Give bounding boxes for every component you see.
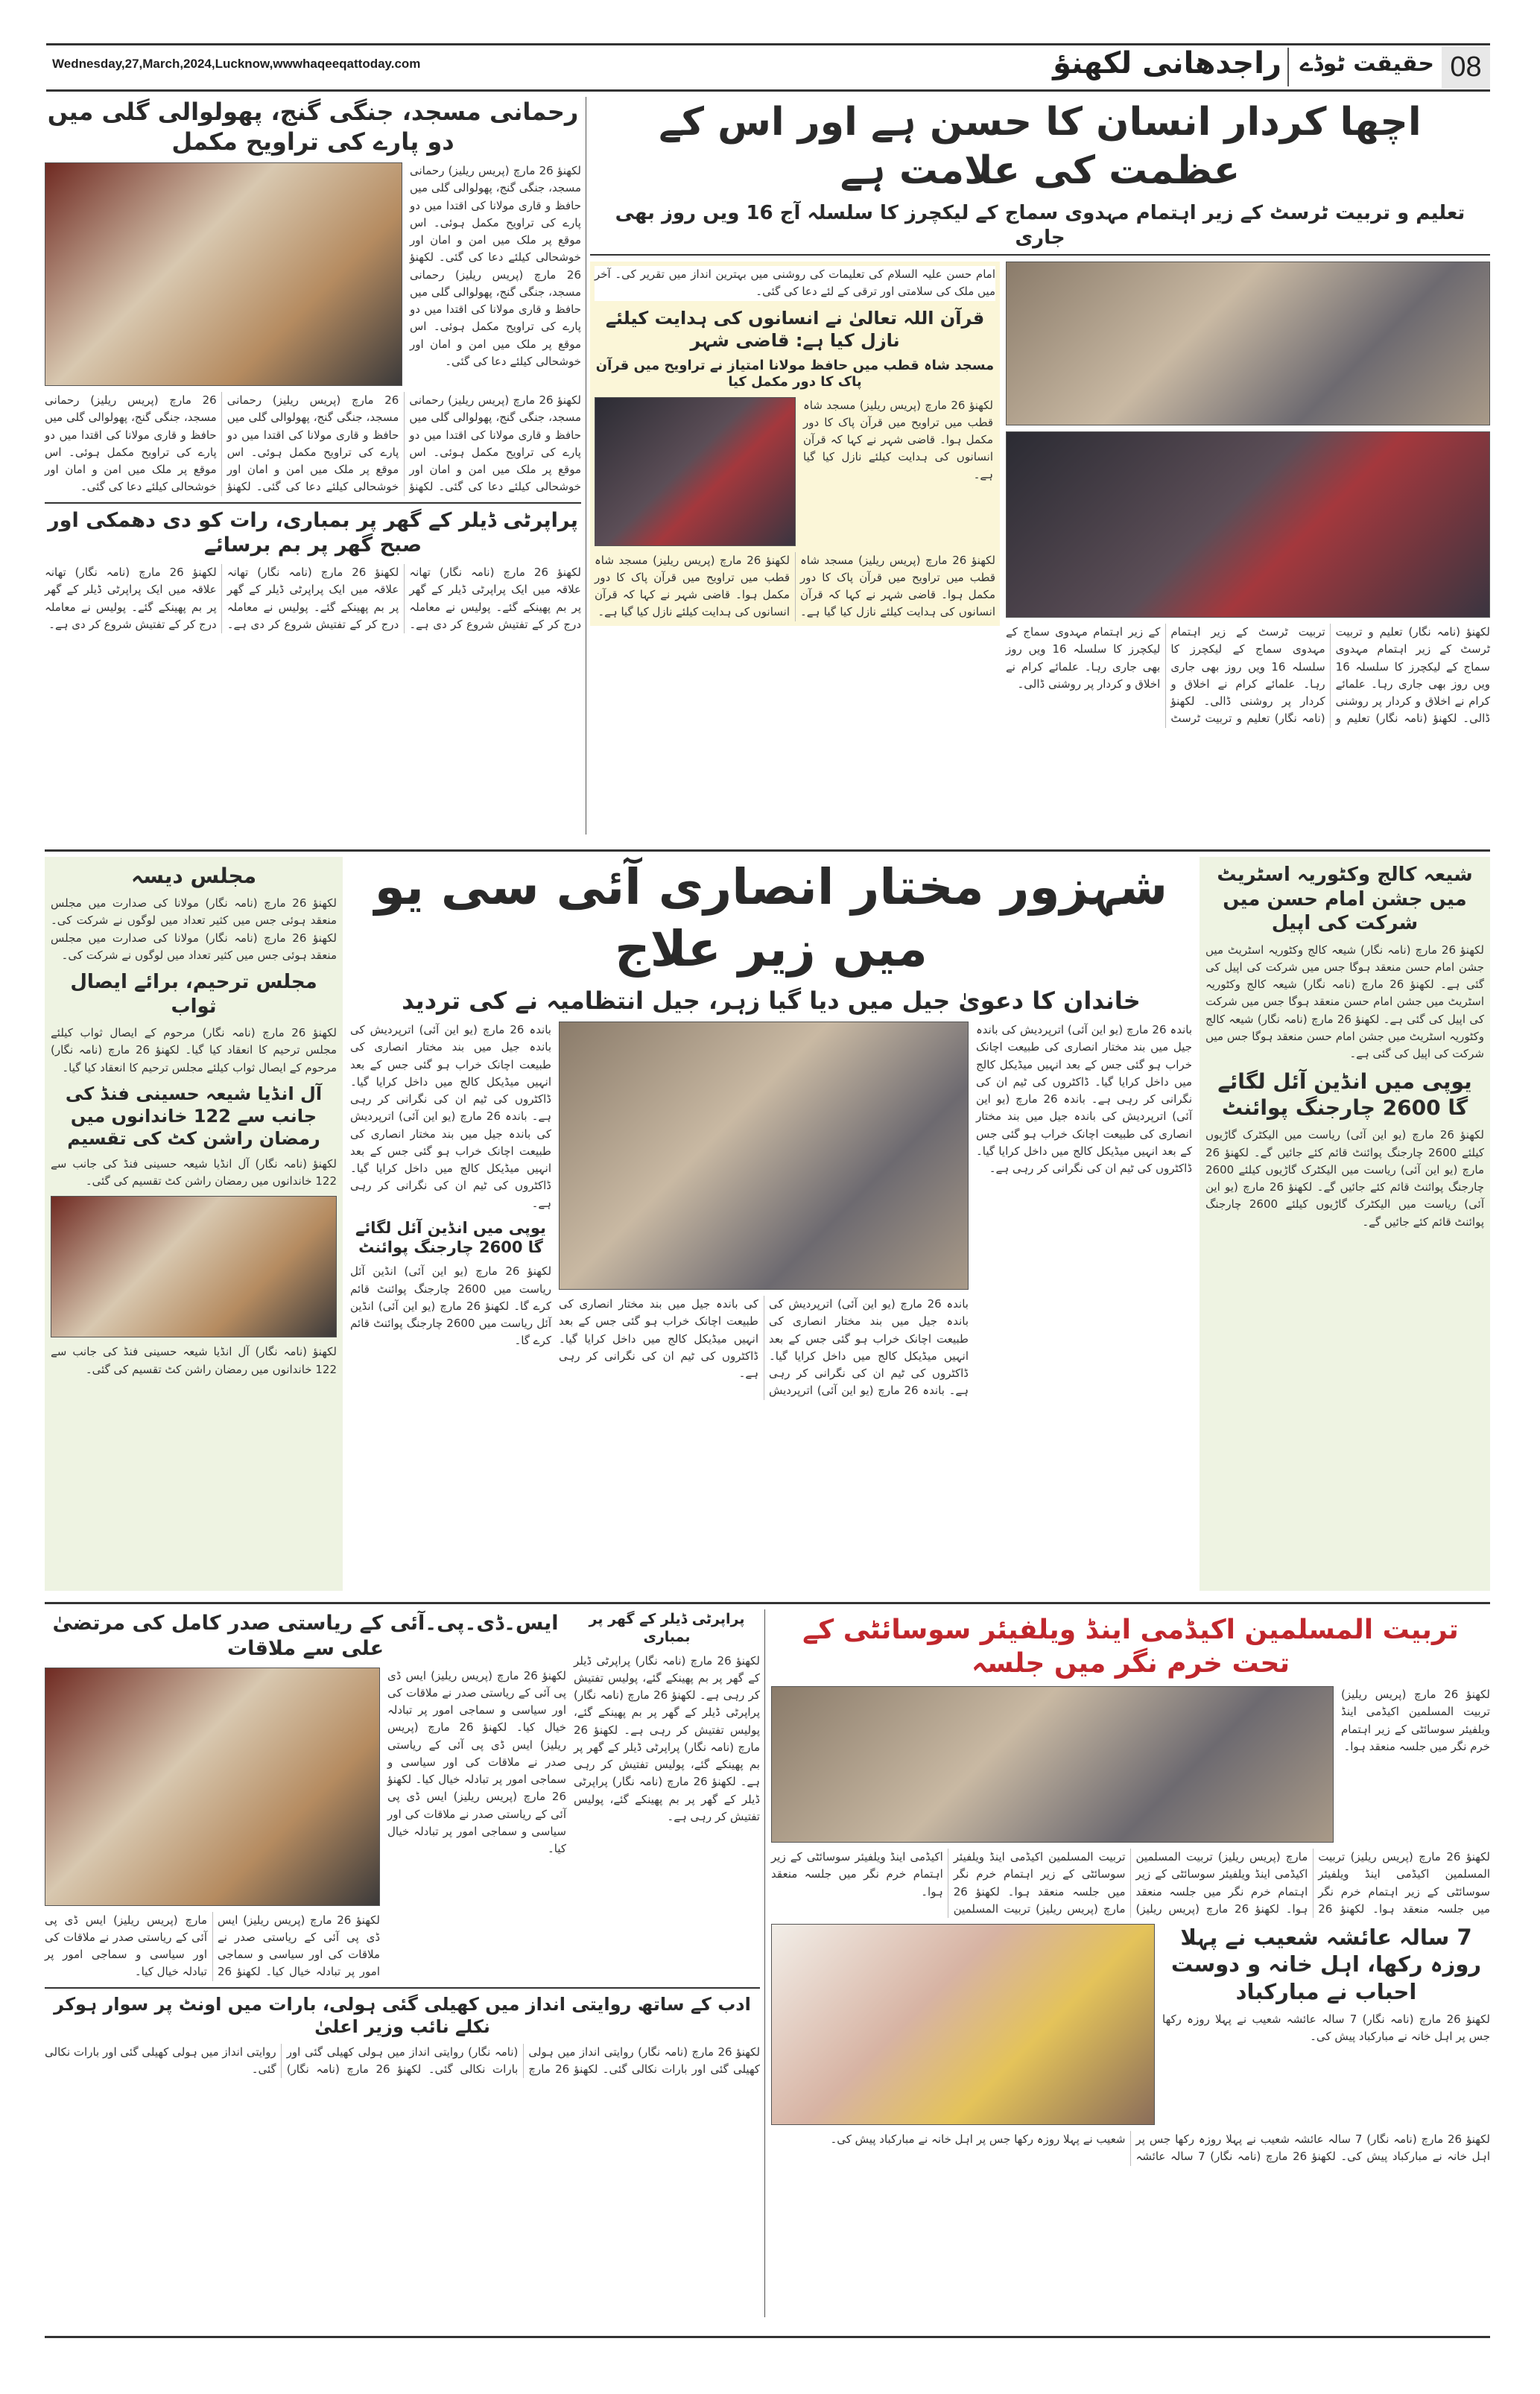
subhead-jail-poison: خاندان کا دعویٰ جیل میں دیا گیا زہر، جیل انتظامیہ نے کی تردید xyxy=(402,987,1141,1015)
photo-mosque-gathering xyxy=(595,397,796,546)
photo-men-group xyxy=(45,162,402,386)
left-column-box xyxy=(45,857,343,1591)
headline-property-dealer: پراپرٹی ڈیلر کے گھر پر بمباری، رات کو دی دھمکی اور صبح گھر پر بم برسائے xyxy=(45,502,581,559)
quran-story-box xyxy=(590,262,1000,626)
headline-good-character: اچھا کردار انسان کا حسن ہے اور اس کے عظمت کی علامت ہے xyxy=(659,100,1422,193)
article-body: لکھنؤ 26 مارچ (نامہ نگار) روایتی انداز میں ہولی کھیلی گئی اور بارات نکالی گئی۔ لکھنؤ 26 مارچ (نامہ نگار) روایتی انداز میں ہولی کھیلی گئی اور بارات نکالی گئی۔ لکھنؤ 26 مارچ (نامہ نگار) روایتی انداز میں ہولی کھیلی گئی اور بارات نکالی گئی۔ xyxy=(45,2045,761,2076)
header-bottom-rule xyxy=(46,89,1490,92)
newspaper-logo: حقیقت ٹوڈے xyxy=(1299,51,1434,77)
article-body: لکھنؤ 26 مارچ (پریس ریلیز) ایس ڈی پی آئی کے ریاستی صدر نے ملاقات کی اور سیاسی و سماجی امور پر تبادلہ خیال کیا۔ لکھنؤ 26 مارچ (پریس ریلیز) ایس ڈی پی آئی کے ریاستی صدر نے ملاقات کی اور سیاسی و سماجی امور پر تبادلہ خیال کیا۔ لکھنؤ 26 مارچ (پریس ریلیز) ایس ڈی پی آئی کے ریاستی صدر نے ملاقات کی اور سیاسی و سماجی امور پر تبادلہ خیال کیا۔ xyxy=(387,1668,567,1855)
article-body: لکھنؤ (نامہ نگار) تعلیم و تربیت ٹرسٹ کے زیر اہتمام مہدوی سماج کے لیکچرز کا سلسلہ 16 ویں روز بھی جاری رہا۔ علمائے کرام نے اخلاق و کردار پر روشنی ڈالی۔ لکھنؤ (نامہ نگار) تعلیم و تربیت ٹرسٹ کے زیر اہتمام مہدوی سماج کے لیکچرز کا سلسلہ 16 ویں روز بھی جاری رہا۔ علمائے کرام نے اخلاق و کردار پر روشنی ڈالی۔ لکھنؤ (نامہ نگار) تعلیم و تربیت ٹرسٹ کے زیر اہتمام مہدوی سماج کے لیکچرز کا سلسلہ 16 ویں روز بھی جاری رہا۔ علمائے کرام نے اخلاق و کردار پر روشنی ڈالی۔ xyxy=(1006,625,1490,726)
headline-indian-oil: یوپی میں انڈین آئل لگائے گا 2600 چارجنگ پوائنٹ xyxy=(355,1218,546,1256)
photo-lecture-hall xyxy=(1006,262,1490,425)
photo-mukhtar-ansari xyxy=(559,1022,969,1290)
photo-ration-distribution xyxy=(51,1196,337,1337)
headline-rahmani-masjid: رحمانی مسجد، جنگی گنج، پھولوالی گلی میں دو پارے کی تراویح مکمل xyxy=(47,98,579,156)
article-body: لکھنؤ (نامہ نگار) آل انڈیا شیعہ حسینی فنڈ کی جانب سے 122 خاندانوں میں رمضان راشن کٹ تقسیم کی گئی۔ xyxy=(51,1345,337,1376)
date-line: Wednesday,27,March,2024,Lucknow,wwwhaqeeqattoday.com xyxy=(52,57,421,71)
article-body: امام حسن علیہ السلام کی تعلیمات کی روشنی میں بہترین انداز میں تقریر کی۔ آخر میں ملک کی سلامتی اور ترقی کے لئے دعا کی گئی۔ xyxy=(595,266,995,301)
article-body: لکھنؤ 26 مارچ (نامہ نگار) مولانا کی صدارت میں مجلس منعقد ہوئی جس میں کثیر تعداد میں لوگوں نے شرکت کی۔ لکھنؤ 26 مارچ (نامہ نگار) مولانا کی صدارت میں مجلس منعقد ہوئی جس میں کثیر تعداد میں لوگوں نے شرکت کی۔ xyxy=(51,896,337,962)
article-body: لکھنؤ 26 مارچ (نامہ نگار) پراپرٹی ڈیلر کے گھر پر بم پھینکے گئے، پولیس تفتیش کر رہی ہے۔ لکھنؤ 26 مارچ (نامہ نگار) پراپرٹی ڈیلر کے گھر پر بم پھینکے گئے، پولیس تفتیش کر رہی ہے۔ لکھنؤ 26 مارچ (نامہ نگار) پراپرٹی ڈیلر کے گھر پر بم پھینکے گئے، پولیس تفتیش کر رہی ہے۔ لکھنؤ 26 مارچ (نامہ نگار) پراپرٹی ڈیلر کے گھر پر بم پھینکے گئے، پولیس تفتیش کر رہی ہے۔ xyxy=(574,1653,761,1823)
article-body: باندہ 26 مارچ (یو این آئی) اترپردیش کی باندہ جیل میں بند مختار انصاری کی طبیعت اچانک خراب ہو گئی جس کے بعد انہیں میڈیکل کالج میں داخل کرایا گیا۔ ڈاکٹروں کی ٹیم ان کی نگرانی کر رہی ہے۔ باندہ 26 مارچ (یو این آئی) اترپردیش کی باندہ جیل میں بند مختار انصاری کی طبیعت اچانک خراب ہو گئی جس کے بعد انہیں میڈیکل کالج میں داخل کرایا گیا۔ ڈاکٹروں کی ٹیم ان کی نگرانی کر رہی ہے۔ xyxy=(559,1297,969,1398)
article-body: باندہ 26 مارچ (یو این آئی) اترپردیش کی باندہ جیل میں بند مختار انصاری کی طبیعت اچانک خراب ہو گئی جس کے بعد انہیں میڈیکل کالج میں داخل کرایا گیا۔ ڈاکٹروں کی ٹیم ان کی نگرانی کر رہی ہے۔ باندہ 26 مارچ (یو این آئی) اترپردیش کی باندہ جیل میں بند مختار انصاری کی طبیعت اچانک خراب ہو گئی جس کے بعد انہیں میڈیکل کالج میں داخل کرایا گیا۔ ڈاکٹروں کی ٹیم ان کی نگرانی کر رہی ہے۔ xyxy=(976,1023,1192,1175)
header-top-rule xyxy=(46,43,1490,45)
headline-indian-oil-right: یوپی میں انڈین آئل لگائے گا 2600 چارجنگ پوائنٹ xyxy=(1217,1069,1472,1121)
headline-first-roza: 7 سالہ عائشہ شعیب نے پہلا روزہ رکھا، اہل خانہ و دوست احباب نے مبارکباد xyxy=(1170,1925,1482,2004)
section-rule xyxy=(45,1602,1490,1604)
headline-tarbiyat-jalsa: تربیت المسلمین اکیڈمی اینڈ ویلفیئر سوسائٹی کے تحت خرم نگر میں جلسہ xyxy=(802,1615,1459,1679)
headline-quran: قرآن اللہ تعالیٰ نے انسانوں کی ہدایت کیلئے نازل کیا ہے: قاضی شہر xyxy=(605,307,985,351)
article-body: باندہ 26 مارچ (یو این آئی) اترپردیش کی باندہ جیل میں بند مختار انصاری کی طبیعت اچانک خراب ہو گئی جس کے بعد انہیں میڈیکل کالج میں داخل کرایا گیا۔ ڈاکٹروں کی ٹیم ان کی نگرانی کر رہی ہے۔ باندہ 26 مارچ (یو این آئی) اترپردیش کی باندہ جیل میں بند مختار انصاری کی طبیعت اچانک خراب ہو گئی جس کے بعد انہیں میڈیکل کالج میں داخل کرایا گیا۔ ڈاکٹروں کی ٹیم ان کی نگرانی کر رہی ہے۔ xyxy=(350,1023,551,1210)
subhead-lectures: تعلیم و تربیت ٹرسٹ کے زیر اہتمام مہدوی سماج کے لیکچرز کا سلسلہ آج 16 ویں روز بھی جاری xyxy=(590,201,1490,256)
article-body: لکھنؤ 26 مارچ (یو این آئی) ریاست میں الیکٹرک گاڑیوں کیلئے 2600 چارجنگ پوائنٹ قائم کئے جائیں گے۔ لکھنؤ 26 مارچ (یو این آئی) ریاست میں الیکٹرک گاڑیوں کیلئے 2600 چارجنگ پوائنٹ قائم کئے جائیں گے۔ لکھنؤ 26 مارچ (یو این آئی) ریاست میں الیکٹرک گاڑیوں کیلئے 2600 چارجنگ پوائنٹ قائم کئے جائیں گے۔ xyxy=(1205,1128,1484,1229)
column-divider xyxy=(764,1609,765,2317)
headline-property-dealer-2: پراپرٹی ڈیلر کے گھر پر بمباری xyxy=(589,1611,745,1645)
center-region xyxy=(350,857,1192,1595)
top-left-region xyxy=(45,97,581,838)
article-body: لکھنؤ 26 مارچ (پریس ریلیز) رحمانی مسجد، جنگی گنج، پھولوالی گلی میں حافظ و قاری مولانا کی اقتدا میں دو پارے کی تراویح مکمل ہوئی۔ اس موقع پر ملک میں امن و امان اور خوشحالی کیلئے دعا کی گئی۔ لکھنؤ 26 مارچ (پریس ریلیز) رحمانی مسجد، جنگی گنج، پھولوالی گلی میں حافظ و قاری مولانا کی اقتدا میں دو پارے کی تراویح مکمل ہوئی۔ اس موقع پر ملک میں امن و امان اور خوشحالی کیلئے دعا کی گئی۔ لکھنؤ 26 مارچ (پریس ریلیز) رحمانی مسجد، جنگی گنج، پھولوالی گلی میں حافظ و قاری مولانا کی اقتدا میں دو پارے کی تراویح مکمل ہوئی۔ اس موقع پر ملک میں امن و امان اور خوشحالی کیلئے دعا کی گئی۔ xyxy=(45,393,582,494)
top-right-region xyxy=(590,98,1490,840)
article-body: لکھنؤ (نامہ نگار) آل انڈیا شیعہ حسینی فنڈ کی جانب سے 122 خاندانوں میں رمضان راشن کٹ تقسیم کی گئی۔ xyxy=(51,1156,337,1188)
subhead-masjid-shah-qutub: مسجد شاہ قطب میں حافظ مولانا امتیاز نے تراویح میں قرآن پاک کا دور مکمل کیا xyxy=(595,357,995,390)
headline-majlis: مجلس دیسہ xyxy=(130,864,257,888)
photo-sdpi-meeting xyxy=(45,1668,380,1906)
headline-sdpi: ایس۔ڈی۔پی۔آئی کے ریاستی صدر کامل کی مرتضیٰ علی سے ملاقات xyxy=(52,1612,559,1660)
header-divider xyxy=(1287,48,1289,86)
article-body: لکھنؤ 26 مارچ (نامہ نگار) تھانہ علاقہ میں ایک پراپرٹی ڈیلر کے گھر پر بم پھینکے گئے۔ پولیس نے معاملہ درج کر کے تفتیش شروع کر دی ہے۔ لکھنؤ 26 مارچ (نامہ نگار) تھانہ علاقہ میں ایک پراپرٹی ڈیلر کے گھر پر بم پھینکے گئے۔ پولیس نے معاملہ درج کر کے تفتیش شروع کر دی ہے۔ لکھنؤ 26 مارچ (نامہ نگار) تھانہ علاقہ میں ایک پراپرٹی ڈیلر کے گھر پر بم پھینکے گئے۔ پولیس نے معاملہ درج کر کے تفتیش شروع کر دی ہے۔ xyxy=(45,566,582,631)
article-body: لکھنؤ 26 مارچ (پریس ریلیز) رحمانی مسجد، جنگی گنج، پھولوالی گلی میں حافظ و قاری مولانا کی اقتدا میں دو پارے کی تراویح مکمل ہوئی۔ اس موقع پر ملک میں امن و امان اور خوشحالی کیلئے دعا کی گئی۔ لکھنؤ 26 مارچ (پریس ریلیز) رحمانی مسجد، جنگی گنج، پھولوالی گلی میں حافظ و قاری مولانا کی اقتدا میں دو پارے کی تراویح مکمل ہوئی۔ اس موقع پر ملک میں امن و امان اور خوشحالی کیلئے دعا کی گئی۔ xyxy=(410,164,581,368)
article-body: لکھنؤ 26 مارچ (نامہ نگار) مرحوم کے ایصال ثواب کیلئے مجلس ترحیم کا انعقاد کیا گیا۔ لکھنؤ 26 مارچ (نامہ نگار) مرحوم کے ایصال ثواب کیلئے مجلس ترحیم کا انعقاد کیا گیا۔ xyxy=(51,1026,337,1074)
headline-holi: ادب کے ساتھ روایتی انداز میں کھیلی گئی ہولی، بارات میں اونٹ پر سوار ہوکر نکلے نائب وزیر اعلیٰ xyxy=(45,1987,760,2038)
footer-rule xyxy=(45,2336,1490,2338)
page-number: 08 xyxy=(1442,46,1490,88)
article-body: لکھنؤ 26 مارچ (نامہ نگار) شیعہ کالج وکٹوریہ اسٹریٹ میں جشن امام حسن منعقد ہوگا جس میں شرکت کی اپیل کی گئی ہے۔ لکھنؤ 26 مارچ (نامہ نگار) شیعہ کالج وکٹوریہ اسٹریٹ میں جشن امام حسن منعقد ہوگا جس میں شرکت کی اپیل کی گئی ہے۔ لکھنؤ 26 مارچ (نامہ نگار) شیعہ کالج وکٹوریہ اسٹریٹ میں جشن امام حسن منعقد ہوگا جس میں شرکت کی اپیل کی گئی ہے۔ xyxy=(1205,943,1485,1060)
headline-shia-college: شیعہ کالج وکٹوریہ اسٹریٹ میں جشن امام حسن میں شرکت کی اپیل xyxy=(1217,864,1473,934)
photo-iftar-children xyxy=(771,1924,1155,2125)
article-body: لکھنؤ 26 مارچ (نامہ نگار) 7 سالہ عائشہ شعیب نے پہلا روزہ رکھا جس پر اہل خانہ نے مبارکباد پیش کی۔ لکھنؤ 26 مارچ (نامہ نگار) 7 سالہ عائشہ شعیب نے پہلا روزہ رکھا جس پر اہل خانہ نے مبارکباد پیش کی۔ xyxy=(830,2132,1490,2164)
article-body: لکھنؤ 26 مارچ (پریس ریلیز) مسجد شاہ قطب میں تراویح میں قرآن پاک کا دور مکمل ہوا۔ قاضی شہر نے کہا کہ قرآن انسانوں کی ہدایت کیلئے نازل کیا گیا ہے۔ لکھنؤ 26 مارچ (پریس ریلیز) مسجد شاہ قطب میں تراویح میں قرآن پاک کا دور مکمل ہوا۔ قاضی شہر نے کہا کہ قرآن انسانوں کی ہدایت کیلئے نازل کیا گیا ہے۔ xyxy=(595,553,996,619)
article-body: لکھنؤ 26 مارچ (پریس ریلیز) ایس ڈی پی آئی کے ریاستی صدر نے ملاقات کی اور سیاسی و سماجی امور پر تبادلہ خیال کیا۔ لکھنؤ 26 مارچ (پریس ریلیز) ایس ڈی پی آئی کے ریاستی صدر نے ملاقات کی اور سیاسی و سماجی امور پر تبادلہ خیال کیا۔ xyxy=(45,1913,380,1979)
section-title: راجدھانی لکھنؤ xyxy=(1053,46,1281,80)
headline-majlis-tarheem: مجلس ترحیم، برائے ایصال ثواب xyxy=(70,971,317,1018)
article-body: لکھنؤ 26 مارچ (پریس ریلیز) تربیت المسلمین اکیڈمی اینڈ ویلفیئر سوسائٹی کے زیر اہتمام خرم نگر میں جلسہ منعقد ہوا۔ لکھنؤ 26 مارچ (پریس ریلیز) تربیت المسلمین اکیڈمی اینڈ ویلفیئر سوسائٹی کے زیر اہتمام خرم نگر میں جلسہ منعقد ہوا۔ لکھنؤ 26 مارچ (پریس ریلیز) تربیت المسلمین اکیڈمی اینڈ ویلفیئر سوسائٹی کے زیر اہتمام خرم نگر میں جلسہ منعقد ہوا۔ لکھنؤ 26 مارچ (پریس ریلیز) تربیت المسلمین اکیڈمی اینڈ ویلفیئر سوسائٹی کے زیر اہتمام خرم نگر میں جلسہ منعقد ہوا۔ xyxy=(771,1850,1490,1916)
headline-mukhtar-ansari: شہزور مختار انصاری آئی سی یو میں زیر علاج xyxy=(374,858,1168,978)
article-body: لکھنؤ 26 مارچ (یو این آئی) انڈین آئل ریاست میں 2600 چارجنگ پوائنٹ قائم کرے گا۔ لکھنؤ 26 مارچ (یو این آئی) انڈین آئل ریاست میں 2600 چارجنگ پوائنٹ قائم کرے گا۔ xyxy=(350,1264,552,1348)
headline-ration-kit: آل انڈیا شیعہ حسینی فنڈ کی جانب سے 122 خاندانوں میں رمضان راشن کٹ کی تقسیم xyxy=(65,1083,323,1149)
right-column-box xyxy=(1200,857,1490,1591)
article-body: لکھنؤ 26 مارچ (نامہ نگار) 7 سالہ عائشہ شعیب نے پہلا روزہ رکھا جس پر اہل خانہ نے مبارکباد پیش کی۔ xyxy=(1162,2012,1490,2043)
photo-women-audience xyxy=(1006,431,1490,618)
section-rule xyxy=(45,849,1490,852)
bottom-right-region xyxy=(771,1613,1490,2321)
article-body: لکھنؤ 26 مارچ (پریس ریلیز) مسجد شاہ قطب میں تراویح میں قرآن پاک کا دور مکمل ہوا۔ قاضی شہر نے کہا کہ قرآن انسانوں کی ہدایت کیلئے نازل کیا گیا ہے۔ xyxy=(803,398,993,481)
bottom-left-region xyxy=(45,1611,760,2319)
article-body: لکھنؤ 26 مارچ (پریس ریلیز) تربیت المسلمین اکیڈمی اینڈ ویلفیئر سوسائٹی کے زیر اہتمام خرم نگر میں جلسہ منعقد ہوا۔ xyxy=(1341,1688,1490,1753)
photo-jalsa-stage xyxy=(771,1686,1334,1843)
